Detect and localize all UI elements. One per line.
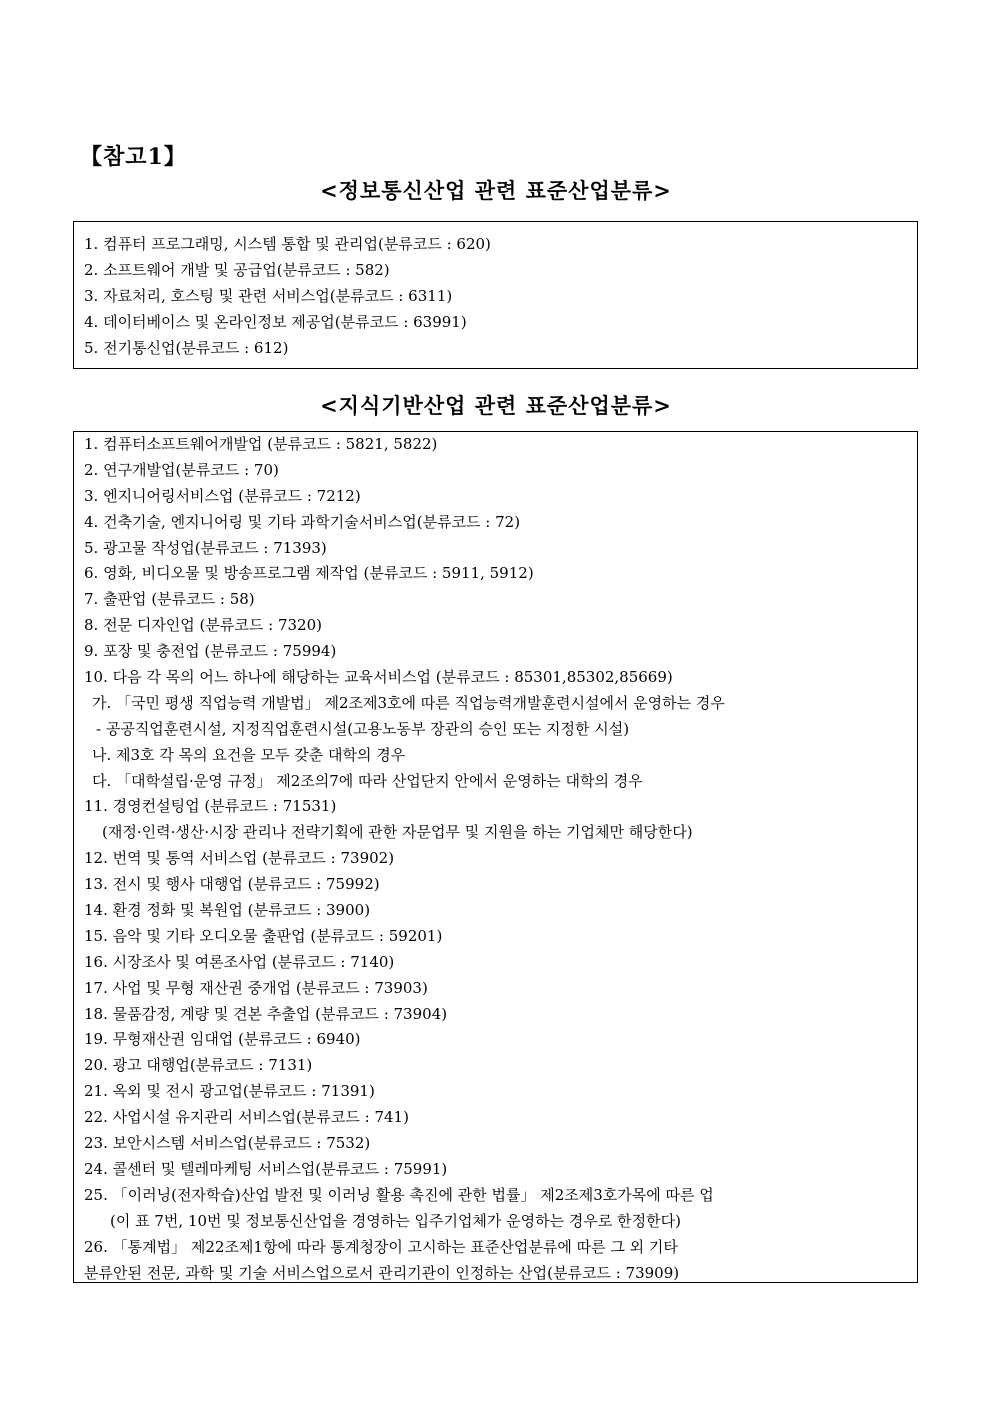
- kb-section-title: <지식기반산업 관련 표준산업분류>: [320, 393, 672, 418]
- kb-subitem: 가. 「국민 평생 직업능력 개발법」 제2조제3호에 따른 직업능력개발훈련시설에서 운영하는 경우: [92, 693, 725, 712]
- ict-item: 5. 전기통신업(분류코드 : 612): [84, 339, 289, 357]
- kb-item: 23. 보안시스템 서비스업(분류코드 : 7532): [84, 1134, 371, 1153]
- kb-item: 22. 사업시설 유지관리 서비스업(분류코드 : 741): [84, 1108, 409, 1127]
- kb-item: 3. 엔지니어링서비스업 (분류코드 : 7212): [84, 486, 361, 505]
- kb-item: 26. 「통계법」 제22조제1항에 따라 통계청장이 고시하는 표준산업분류에 따른 그 외 기타: [84, 1237, 678, 1256]
- kb-item: 4. 건축기술, 엔지니어링 및 기타 과학기술서비스업(분류코드 : 72): [84, 512, 521, 531]
- kb-item: 18. 물품감정, 계량 및 견본 추출업 (분류코드 : 73904): [84, 1004, 448, 1023]
- kb-item: 9. 포장 및 충전업 (분류코드 : 75994): [84, 642, 337, 661]
- kb-item: 11. 경영컨설팅업 (분류코드 : 71531): [84, 797, 337, 816]
- kb-item: 16. 시장조사 및 여론조사업 (분류코드 : 7140): [84, 952, 395, 971]
- kb-item-note: (재정·인력·생산·시장 관리나 전략기획에 관한 자문업무 및 지원을 하는 기업체만 해당한다): [102, 823, 693, 842]
- kb-subitem-detail: - 공공직업훈련시설, 지정직업훈련시설(고용노동부 장관의 승인 또는 지정한 시설): [96, 719, 630, 738]
- kb-item: 5. 광고물 작성업(분류코드 : 71393): [84, 538, 327, 557]
- kb-item: 24. 콜센터 및 텔레마케팅 서비스업(분류코드 : 75991): [84, 1159, 448, 1178]
- kb-item: 6. 영화, 비디오물 및 방송프로그램 제작업 (분류코드 : 5911, 5912): [84, 564, 534, 583]
- kb-subitem: 다. 「대학설립·운영 규정」 제2조의7에 따라 산업단지 안에서 운영하는 대학의 경우: [92, 771, 643, 790]
- kb-item: 7. 출판업 (분류코드 : 58): [84, 590, 255, 609]
- kb-item: 21. 옥외 및 전시 광고업(분류코드 : 71391): [84, 1082, 375, 1101]
- ict-classification-box: [73, 221, 918, 369]
- kb-item: 20. 광고 대행업(분류코드 : 7131): [84, 1056, 313, 1075]
- kb-item: 10. 다음 각 목의 어느 하나에 해당하는 교육서비스업 (분류코드 : 85301,85302,85669): [84, 668, 673, 687]
- kb-item: 17. 사업 및 무형 재산권 중개업 (분류코드 : 73903): [84, 978, 428, 997]
- kb-item-note: (이 표 7번, 10번 및 정보통신산업을 경영하는 입주기업체가 운영하는 경우로 한정한다): [110, 1211, 681, 1230]
- kb-item-continuation: 분류안된 전문, 과학 및 기술 서비스업으로서 관리기관이 인정하는 산업(분류코드 : 73909): [84, 1263, 680, 1282]
- kb-item: 19. 무형재산권 임대업 (분류코드 : 6940): [84, 1030, 361, 1049]
- ict-item: 2. 소프트웨어 개발 및 공급업(분류코드 : 582): [84, 261, 390, 279]
- kb-item: 14. 환경 정화 및 복원업 (분류코드 : 3900): [84, 901, 371, 920]
- kb-classification-box: [73, 431, 918, 1283]
- ict-item: 1. 컴퓨터 프로그래밍, 시스템 통합 및 관리업(분류코드 : 620): [84, 235, 491, 253]
- kb-item: 13. 전시 및 행사 대행업 (분류코드 : 75992): [84, 875, 380, 894]
- kb-subitem: 나. 제3호 각 목의 요건을 모두 갖춘 대학의 경우: [92, 745, 406, 764]
- ict-item: 4. 데이터베이스 및 온라인정보 제공업(분류코드 : 63991): [84, 313, 467, 331]
- ict-item: 3. 자료처리, 호스팅 및 관련 서비스업(분류코드 : 6311): [84, 287, 453, 305]
- kb-item: 15. 음악 및 기타 오디오물 출판업 (분류코드 : 59201): [84, 926, 443, 945]
- kb-item: 8. 전문 디자인업 (분류코드 : 7320): [84, 616, 322, 635]
- kb-item: 12. 번역 및 통역 서비스업 (분류코드 : 73902): [84, 849, 395, 868]
- ict-section-title: <정보통신산업 관련 표준산업분류>: [320, 178, 672, 203]
- kb-item: 25. 「이러닝(전자학습)산업 발전 및 이러닝 활용 촉진에 관한 법률」 제2조제3호가목에 따른 업: [84, 1185, 714, 1204]
- kb-item: 2. 연구개발업(분류코드 : 70): [84, 460, 279, 479]
- reference-label: 【참고1】: [80, 144, 187, 170]
- kb-item: 1. 컴퓨터소프트웨어개발업 (분류코드 : 5821, 5822): [84, 435, 438, 453]
